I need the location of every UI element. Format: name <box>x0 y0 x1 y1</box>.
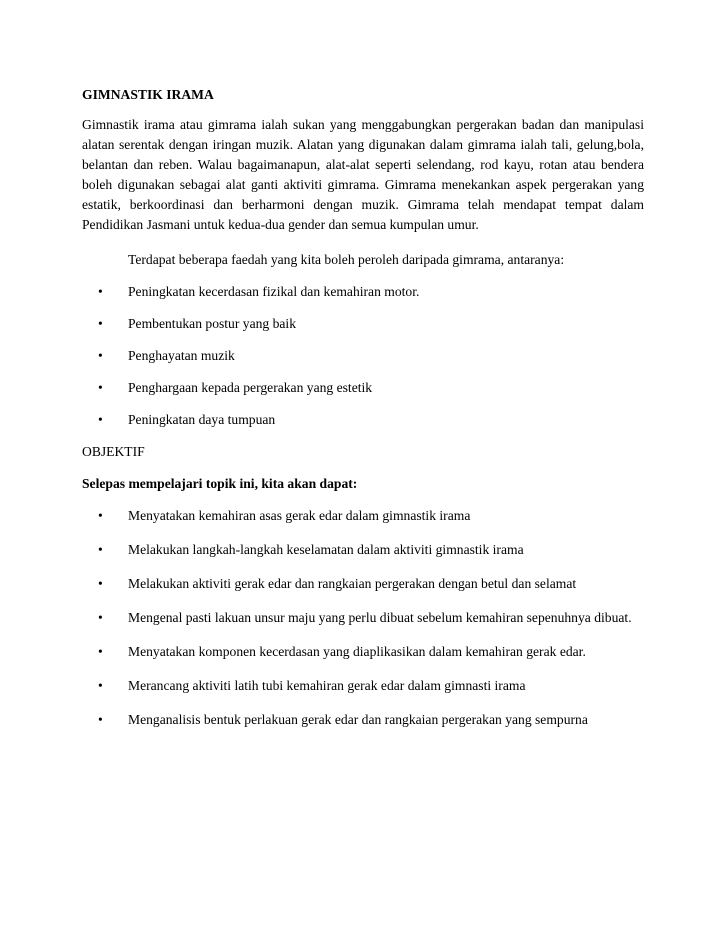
list-item <box>82 378 644 398</box>
list-item <box>82 608 644 628</box>
benefit-text: Peningkatan daya tumpuan <box>128 412 276 427</box>
bullet-icon: • <box>98 316 103 331</box>
bullet-icon: • <box>98 712 103 727</box>
list-item <box>82 282 644 302</box>
list-item <box>82 314 644 334</box>
objective-text: Menyatakan komponen kecerdasan yang diaplikasikan dalam kemahiran gerak edar. <box>128 644 586 659</box>
bullet-icon: • <box>98 412 103 427</box>
benefit-text: Penghayatan muzik <box>128 348 235 363</box>
benefit-text: Pembentukan postur yang baik <box>128 316 297 331</box>
bullet-icon: • <box>98 542 103 557</box>
document-title: GIMNASTIK IRAMA <box>82 87 214 102</box>
list-item <box>82 642 644 662</box>
benefit-text: Penghargaan kepada pergerakan yang estetik <box>128 380 373 395</box>
list-item <box>82 574 644 594</box>
objective-text: Melakukan langkah-langkah keselamatan dalam aktiviti gimnastik irama <box>128 542 524 557</box>
bullet-icon: • <box>98 610 103 625</box>
list-item <box>82 540 644 560</box>
list-item <box>82 676 644 696</box>
benefits-list <box>82 282 644 430</box>
bullet-icon: • <box>98 576 103 591</box>
objective-text: Mengenal pasti lakuan unsur maju yang perlu dibuat sebelum kemahiran sepenuhnya dibuat. <box>128 610 632 625</box>
objectives-list <box>82 506 644 730</box>
objective-lead-text: Selepas mempelajari topik ini, kita akan dapat: <box>82 476 358 491</box>
list-item <box>82 506 644 526</box>
bullet-icon: • <box>98 678 103 693</box>
objective-heading: OBJEKTIF <box>82 444 145 459</box>
intro-paragraph: Gimnastik irama atau gimrama ialah sukan yang menggabungkan pergerakan badan dan manipulasi alatan serentak dengan iringan muzik. Alatan yang digunakan dalam gimrama ialah tali, gelung,bola, belantan dan reben. Walau bagaimanapun, alat-alat seperti selendang, rod kayu, rotan atau bendera boleh digunakan sebagai alat ganti aktiviti gimrama. Gimrama menekankan aspek pergerakan yang estatik, berkoordinasi dan berharmoni dengan muzik. Gimrama telah mendapat tempat dalam Pendidikan Jasmani untuk kedua-dua gender dan semua kumpulan umur. <box>82 117 644 232</box>
bullet-icon: • <box>98 348 103 363</box>
list-item <box>82 410 644 430</box>
objective-text: Menganalisis bentuk perlakuan gerak edar dan rangkaian pergerakan yang sempurna <box>128 712 588 727</box>
objective-text: Menyatakan kemahiran asas gerak edar dalam gimnastik irama <box>128 508 471 523</box>
list-item <box>82 710 644 730</box>
benefit-text: Peningkatan kecerdasan fizikal dan kemahiran motor. <box>128 284 420 299</box>
bullet-icon: • <box>98 380 103 395</box>
objective-text: Merancang aktiviti latih tubi kemahiran gerak edar dalam gimnasti irama <box>128 678 526 693</box>
bullet-icon: • <box>98 284 103 299</box>
document-page <box>82 87 644 730</box>
objective-text: Melakukan aktiviti gerak edar dan rangkaian pergerakan dengan betul dan selamat <box>128 576 577 591</box>
benefits-lead-text: Terdapat beberapa faedah yang kita boleh peroleh daripada gimrama, antaranya: <box>128 252 565 267</box>
list-item <box>82 346 644 366</box>
bullet-icon: • <box>98 644 103 659</box>
bullet-icon: • <box>98 508 103 523</box>
